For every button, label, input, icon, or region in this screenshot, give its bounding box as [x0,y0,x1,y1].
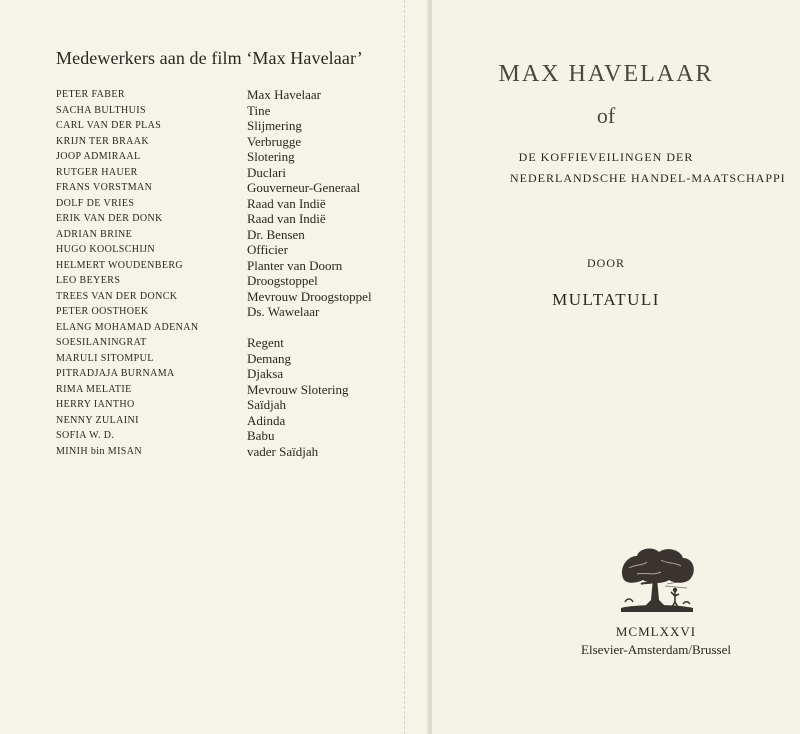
cast-row [56,181,406,197]
role-name: Mevrouw Slotering [247,381,349,397]
actor-name: MARULI SITOMPUL [56,352,154,364]
actor-name: MINIH bin MISAN [56,445,142,457]
role-name: Officier [247,242,288,257]
actor-name: PITRADJAJA BURNAMA [56,368,175,379]
subtitle-line-1: DE KOFFIEVEILINGEN DER [518,150,694,164]
actor-name: HUGO KOOLSCHIJN [56,244,156,255]
actor-name: NENNY ZULAINI [56,414,139,426]
cast-row [56,228,406,244]
cast-row [56,197,406,213]
actor-name: SOFIA W. D. [56,430,115,441]
actor-name: RIMA MELATIE [56,383,132,395]
role-name: Mevrouw Droogstoppel [247,288,372,304]
actor-name: HERRY IANTHO [56,399,135,410]
role-name: Max Havelaar [247,87,321,102]
actor-name: SACHA BULTHUIS [56,104,146,116]
by-word: DOOR [586,256,625,270]
cast-row [56,305,406,321]
role-name: Djaksa [247,366,284,381]
cast-row [56,414,406,430]
cast-row [56,243,406,259]
cast-row [56,321,406,337]
actor-name: PETER FABER [56,89,125,100]
role-name: Tine [247,102,271,118]
actor-name: HELMERT WOUDENBERG [56,259,184,271]
role-name: Raad van Indië [247,211,326,226]
cast-row [56,336,406,352]
cast-row [56,166,406,182]
actor-name: ADRIAN BRINE [56,228,133,240]
actor-name: TREES VAN DER DONCK [56,290,178,302]
cast-row [56,290,406,306]
role-name: Dr. Bensen [247,226,305,242]
actor-name: DOLF DE VRIES [56,197,135,209]
author-name: MULTATULI [552,290,660,309]
role-name: Gouverneur-Generaal [247,180,361,195]
actor-name: LEO BEYERS [56,275,121,286]
role-name: Slijmering [247,118,302,133]
cast-row [56,274,406,290]
role-name: Demang [247,350,292,366]
right-page [432,0,800,734]
cast-row [56,88,406,104]
subtitle-line-2: NEDERLANDSCHE HANDEL-MAATSCHAPPI [510,171,786,185]
role-name: Planter van Doorn [247,257,343,273]
cast-row [56,119,406,135]
cast-row [56,352,406,368]
actor-name: KRIJN TER BRAAK [56,135,150,147]
actor-name: ERIK VAN DER DONK [56,213,163,224]
fold-line [404,0,406,734]
actor-name: FRANS VORSTMAN [56,182,153,193]
role-name: Verbrugge [247,133,302,149]
publication-year: MCMLXXVI [615,624,697,639]
role-name: Slotering [247,149,295,164]
role-name: Ds. Wawelaar [247,304,320,319]
cast-row [56,429,406,445]
actor-name: PETER OOSTHOEK [56,306,149,317]
publisher: Elsevier-Amsterdam/Brussel [581,642,731,657]
cast-row [56,135,406,151]
cast-heading: Medewerkers aan de film ‘Max Havelaar’ [56,48,363,68]
actor-name: ELANG MOHAMAD ADENAN [56,321,199,333]
role-name: Babu [247,428,275,443]
role-name: Droogstoppel [247,273,318,288]
tree-emblem-icon [617,544,697,614]
cast-row [56,367,406,383]
cast-row [56,383,406,399]
cast-row [56,212,406,228]
role-name: Adinda [247,412,286,428]
role-name: Raad van Indië [247,195,326,211]
actor-name: SOESILANINGRAT [56,337,147,348]
role-name: Regent [247,335,284,350]
role-name: vader Saïdjah [247,443,319,459]
cast-row [56,398,406,414]
role-name: Duclari [247,164,286,180]
book-title: MAX HAVELAAR [498,61,714,87]
actor-name: JOOP ADMIRAAL [56,151,141,162]
cast-row [56,445,406,461]
cast-list [56,88,406,460]
cast-row [56,150,406,166]
title-connector: of [596,103,616,128]
cast-row [56,259,406,275]
cast-row [56,104,406,120]
actor-name: RUTGER HAUER [56,166,138,178]
actor-name: CARL VAN DER PLAS [56,120,162,131]
role-name: Saïdjah [247,397,286,412]
